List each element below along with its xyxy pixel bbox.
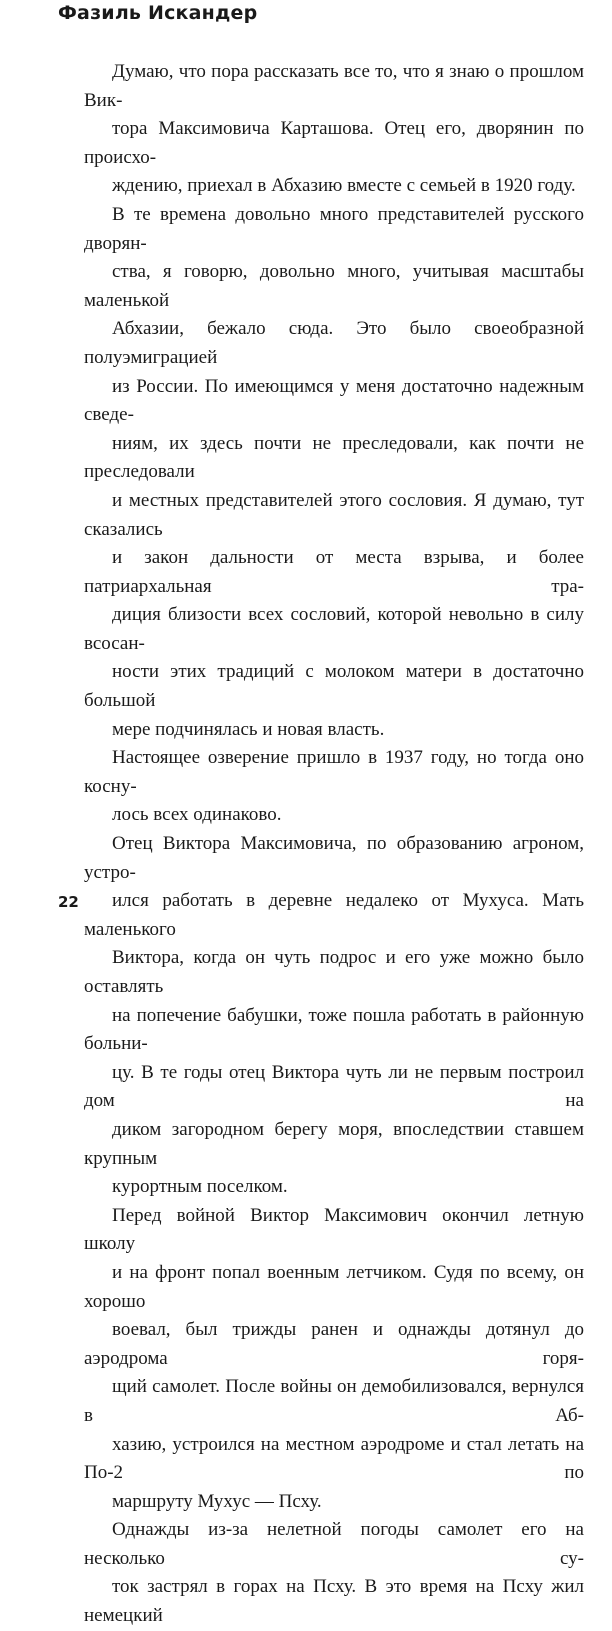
paragraph [84,201,584,744]
paragraph [84,744,584,830]
text-line: ниям, их здесь почти не преследовали, как почти не преследовали [84,432,584,483]
text-line: лось всех одинаково. [112,804,282,826]
text-line: ства, я говорю, довольно много, учитывая масштабы маленькой [84,261,584,311]
text-line: Думаю, что пора рассказать все то, что я знаю о прошлом Вик- [84,61,584,111]
paragraph [84,830,584,1202]
text-line: Настоящее озверение пришло в 1937 году, но тогда оно косну- [84,747,584,797]
text-line: В те времена довольно много представителей русского дворян- [84,203,584,254]
text-line: хазию, устроился на местном аэродроме и стал летать на По-2 по [84,1433,584,1484]
text-line: Перед войной Виктор Максимович окончил летную школу [84,1204,584,1255]
text-line: ждению, приехал в Абхазию вместе с семьей в 1920 году. [112,175,576,197]
text-line: воевал, был трижды ранен и однажды дотянул до аэродрома горя- [84,1319,584,1369]
paragraph [84,1202,584,1517]
text-line: ток застрял в горах на Псху. В это время на Псху жил немецкий [84,1576,584,1627]
text-line: на попечение бабушки, тоже пошла работать в районную больни- [84,1004,584,1055]
text-line: Виктора, когда он чуть подрос и его уже можно было оставлять [84,947,584,997]
text-line: Однажды из-за нелетной погоды самолет его на несколько су- [84,1519,584,1569]
text-line: и местных представителей этого сословия. Я думаю, тут сказались [84,489,584,540]
text-line: цу. В те годы отец Виктора чуть ли не первым построил дом на [84,1061,584,1112]
text-line: и на фронт попал военным летчиком. Судя по всему, он хорошо [84,1261,584,1312]
text-line: из России. По имеющимся у меня достаточно надежным сведе- [84,375,584,426]
text-line: маршруту Мухус — Псху. [112,1490,322,1512]
body-text [84,58,584,1631]
text-line: щий самолет. После войны он демобилизовался, вернулся в Аб- [84,1376,584,1426]
text-line: мере подчинялась и новая власть. [112,718,385,740]
paragraph [84,1516,584,1630]
page-number: 22 [58,893,79,911]
text-line: и закон дальности от места взрыва, и более патриархальная тра- [84,547,584,597]
running-head-author: Фазиль Искандер [58,2,258,24]
text-line: Абхазии, бежало сюда. Это было своеобразной полуэмиграцией [84,318,584,368]
text-line: ности этих традиций с молоком матери в достаточно большой [84,661,584,712]
text-line: курортным поселком. [112,1176,288,1198]
text-line: диция близости всех сословий, которой невольно в силу всосан- [84,604,584,654]
text-line: диком загородном берегу моря, впоследствии ставшем крупным [84,1118,584,1169]
text-line: Отец Виктора Максимовича, по образованию агроном, устро- [84,833,584,883]
text-line: ился работать в деревне недалеко от Мухуса. Мать маленького [84,890,584,940]
text-line: тора Максимовича Карташова. Отец его, дворянин по происхо- [84,118,584,168]
paragraph [84,58,584,201]
